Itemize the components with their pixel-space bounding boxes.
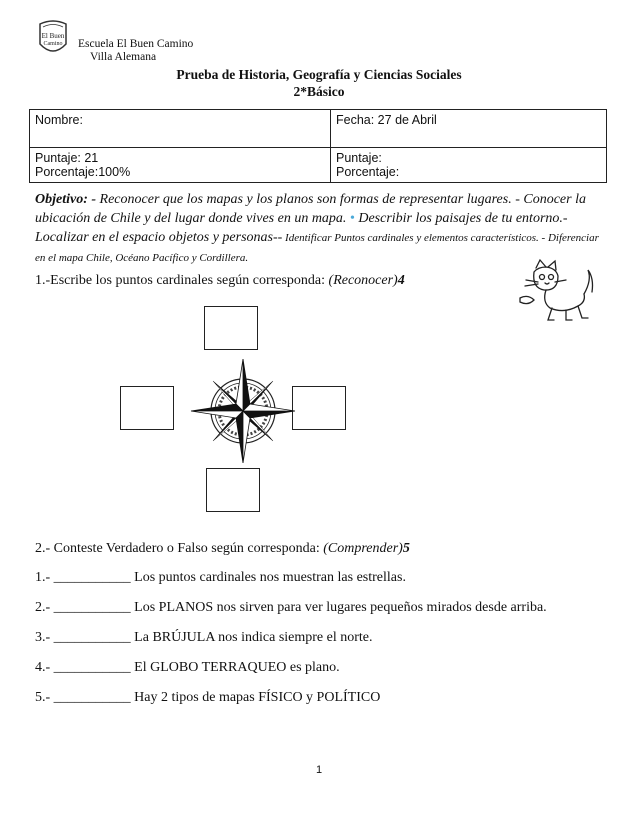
tf-answer-blank[interactable]: ___________ (53, 690, 131, 705)
tf-item-text: Hay 2 tipos de mapas FÍSICO y POLÍTICO (130, 690, 381, 705)
south-answer-box[interactable] (206, 468, 260, 512)
school-city: Villa Alemana (90, 51, 157, 63)
percent-obtained-label: Porcentaje: (336, 165, 400, 179)
tf-answer-blank[interactable]: ___________ (53, 630, 131, 645)
tf-item-number: 2.- (35, 600, 51, 615)
date-cell (331, 110, 607, 148)
school-header (78, 38, 193, 64)
question-1-skill: (Reconocer) (328, 273, 398, 288)
name-label: Nombre: (35, 113, 83, 127)
grade-text: 2*Básico (293, 84, 345, 99)
tf-item (35, 629, 373, 647)
tf-item-text: La BRÚJULA nos indica siempre el norte. (130, 630, 373, 645)
bullet-icon: • (349, 211, 355, 226)
west-answer-box[interactable] (120, 386, 174, 430)
objective-text-2: Describir los paisajes de tu entorno.- Localizar en el espacio objetos y personas-- (35, 211, 568, 245)
question-2 (35, 540, 410, 558)
tf-answer-blank[interactable]: ___________ (53, 570, 131, 585)
tf-item (35, 689, 380, 707)
question-1-points: 4 (397, 273, 405, 288)
page-number: 1 (315, 764, 323, 776)
objective-text-1: Reconocer que los mapas y los planos son formas de representar lugares. - Conocer la ubicación de Chile y del lugar donde vives en un mapa. (35, 192, 586, 226)
question-2-skill: (Comprender) (323, 541, 403, 556)
objective-label: Objetivo: - (35, 192, 97, 207)
tf-item-number: 3.- (35, 630, 51, 645)
tf-item (35, 569, 406, 587)
compass-rose-icon (188, 356, 298, 466)
tf-answer-blank[interactable]: ___________ (53, 600, 131, 615)
question-2-text: 2.- Conteste Verdadero o Falso según corresponda: (35, 541, 324, 556)
name-cell[interactable] (30, 110, 331, 148)
question-2-points: 5 (402, 541, 410, 556)
objective-paragraph (35, 190, 600, 268)
cat-drawing-icon (508, 258, 600, 324)
tf-item (35, 659, 340, 677)
percent-label: Porcentaje:100% (35, 165, 131, 179)
north-answer-box[interactable] (204, 306, 258, 350)
logo-text-1: El Buen (41, 32, 65, 40)
tf-item-text: Los PLANOS nos sirven para ver lugares pequeños mirados desde arriba. (130, 600, 547, 615)
date-label: Fecha: 27 de Abril (336, 113, 437, 127)
tf-item-text: Los puntos cardinales nos muestran las estrellas. (130, 570, 406, 585)
logo-text-2: Camino (43, 41, 63, 47)
tf-item-number: 1.- (35, 570, 51, 585)
tf-item (35, 599, 547, 617)
question-1 (35, 272, 405, 290)
title-text: Prueba de Historia, Geografía y Ciencias Sociales (176, 67, 462, 82)
score-obtained-label: Puntaje: (336, 151, 382, 165)
score-label: Puntaje: 21 (35, 151, 99, 165)
school-logo (37, 18, 69, 58)
test-title (0, 66, 638, 100)
objective-text-3: Identificar Puntos cardinales y elementos característicos. - Diferenciar en el mapa Chile, Océano Pacífico y Cordillera. (35, 232, 599, 264)
tf-answer-blank[interactable]: ___________ (53, 660, 131, 675)
tf-item-number: 5.- (35, 690, 51, 705)
question-1-text: 1.-Escribe los puntos cardinales según corresponda: (35, 273, 329, 288)
school-name: Escuela El Buen Camino (78, 38, 194, 50)
tf-item-number: 4.- (35, 660, 51, 675)
score-obtained-cell[interactable] (331, 148, 607, 183)
east-answer-box[interactable] (292, 386, 346, 430)
info-table (29, 109, 607, 183)
tf-item-text: El GLOBO TERRAQUEO es plano. (130, 660, 340, 675)
score-cell (30, 148, 331, 183)
